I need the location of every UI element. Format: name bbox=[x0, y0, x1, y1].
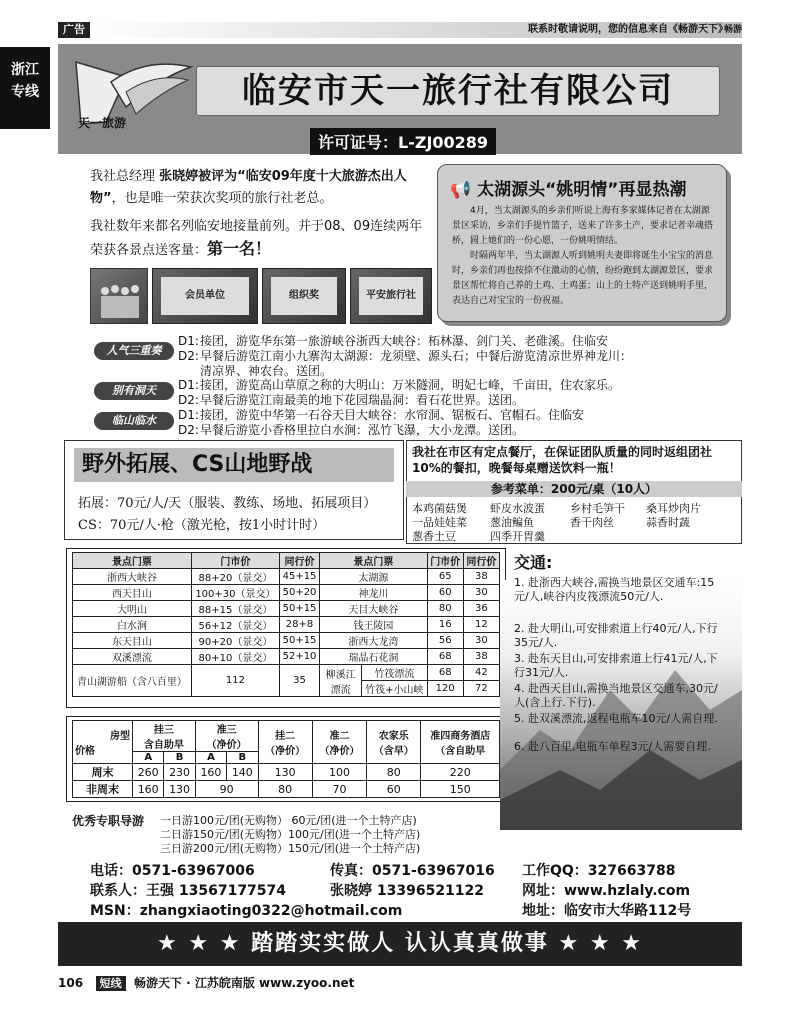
cell: 52+10 bbox=[279, 649, 319, 665]
cell: 65 bbox=[427, 569, 463, 585]
license-number: 许可证号：L-ZJ00289 bbox=[310, 128, 496, 155]
route-1-day-1 bbox=[178, 334, 608, 349]
col-sub: （净价） bbox=[265, 746, 306, 757]
col-header bbox=[421, 721, 500, 764]
restaurant-headline: 我社在市区有定点餐厅，在保证团队质量的同时返组团社10%的餐扣，晚餐每桌赠送饮料一瓶！ bbox=[412, 445, 713, 475]
route-3-day-1 bbox=[178, 408, 584, 423]
day-text: 早餐后游览江南小九寨沟太湖源：龙须壁、源头石；中餐后游览清凉世界神龙川： bbox=[200, 349, 633, 363]
outdoor-cs-price: CS：70元/人·枪（激光枪，按1小时计时） bbox=[78, 518, 326, 533]
sub-col: A bbox=[195, 752, 226, 764]
cell: 12 bbox=[463, 617, 499, 633]
route-badge-2: 别有洞天 bbox=[94, 382, 174, 400]
route-1-day-2-cont: 清凉界、神农台。送团。 bbox=[200, 364, 333, 378]
plaque-2-text: 组织奖 bbox=[271, 277, 337, 315]
table-row bbox=[73, 601, 500, 617]
cell: 140 bbox=[227, 764, 258, 781]
dish: 桑耳炒肉片 bbox=[646, 502, 701, 515]
news-paragraph-2: 时隔两年半，当太湖源人听到姚明夫妻即将诞生小宝宝的消息时，乡亲们再也按捺不住激动的心情，纷纷跑到太湖源景区，要求景区帮忙将自己养的土鸡、土鸡蛋；山上的土特产送到姚明手里，表达自己对宝宝的一份祝福。 bbox=[452, 251, 714, 306]
section-tab-line2: 专线 bbox=[11, 84, 39, 100]
corner-cell bbox=[73, 721, 133, 764]
cell: 56 bbox=[427, 633, 463, 649]
cell: 钱王陵园 bbox=[320, 617, 428, 633]
intro-p1-b: 被评为“临安09年度十大旅游杰出人物” bbox=[90, 169, 407, 206]
cell: 150 bbox=[421, 781, 500, 798]
team-photo-icon bbox=[91, 269, 149, 325]
cell: 42 bbox=[463, 665, 499, 681]
table-row bbox=[73, 665, 500, 681]
route-2-day-2 bbox=[178, 393, 524, 408]
cell: 竹筏+小山峡 bbox=[362, 681, 428, 697]
cell: 100 bbox=[312, 764, 366, 781]
cell: 88+15（景交） bbox=[191, 601, 279, 617]
cell: 38 bbox=[463, 649, 499, 665]
day-text: 早餐后游览江南最美的地下花园瑞晶洞：看石花世界。送团。 bbox=[200, 393, 525, 407]
news-body bbox=[452, 204, 716, 309]
table-row bbox=[73, 617, 500, 633]
guide-price: 二日游150元/团(无购物）100元/团(进一个土特产店) bbox=[160, 828, 421, 841]
cell: 100+30（景交） bbox=[191, 585, 279, 601]
day-label: D2: bbox=[178, 349, 199, 363]
cell: 16 bbox=[427, 617, 463, 633]
col-sub: （净价） bbox=[206, 740, 247, 751]
award-plaque-2 bbox=[262, 268, 346, 324]
route-2-day-1 bbox=[178, 378, 620, 393]
intro-paragraph-2 bbox=[90, 216, 430, 262]
route-badge-1: 人气三重奏 bbox=[94, 342, 174, 360]
source-note: 联系时敬请说明，您的信息来自《畅游天下》 bbox=[528, 24, 728, 35]
plaque-3-text: 平安旅行社 bbox=[359, 277, 423, 315]
dish: 蒜香时蔬 bbox=[646, 516, 690, 529]
guides-title: 优秀专职导游 bbox=[72, 814, 145, 828]
col-header: 景点门票 bbox=[320, 553, 428, 569]
col-header bbox=[133, 721, 196, 752]
col-name: 准二 bbox=[329, 731, 350, 742]
col-header: 同行价 bbox=[463, 553, 499, 569]
magazine-logo: 畅游 bbox=[723, 25, 742, 35]
col-header: 同行价 bbox=[279, 553, 319, 569]
slogan-banner: ★ ★ ★ 踏踏实实做人 认认真真做事 ★ ★ ★ bbox=[58, 922, 742, 966]
dish: 香干肉丝 bbox=[570, 516, 614, 529]
corner-bottom: 价格 bbox=[75, 746, 95, 757]
cell: 45+15 bbox=[279, 569, 319, 585]
intro-p1-a: 我社总经理 bbox=[90, 169, 160, 184]
dish: 乡村毛笋干 bbox=[570, 502, 625, 515]
day-label: D2: bbox=[178, 393, 199, 407]
cell: 50+20 bbox=[279, 585, 319, 601]
fax: 传真：0571-63967016 bbox=[330, 863, 495, 879]
contact-person-2: 张晓婷 13396521122 bbox=[330, 883, 485, 899]
website-link[interactable]: 网址：www.hzlaly.com bbox=[522, 883, 691, 899]
dish: 葱香土豆 bbox=[412, 530, 456, 543]
ticket-price-table bbox=[72, 552, 500, 697]
col-header: 景点门票 bbox=[73, 553, 192, 569]
footer bbox=[58, 974, 354, 991]
cell: 60 bbox=[367, 781, 421, 798]
intro-paragraph-1 bbox=[90, 166, 430, 210]
dish: 四季开胃羹 bbox=[490, 530, 545, 543]
cell: 青山湖游船（含八百里） bbox=[73, 665, 192, 697]
cell: 西天目山 bbox=[73, 585, 192, 601]
day-label: D1: bbox=[178, 334, 199, 348]
cell: 38 bbox=[463, 569, 499, 585]
day-label: D1: bbox=[178, 378, 199, 392]
col-header bbox=[367, 721, 421, 764]
guide-price: 一日游100元/团(无购物） 60元/团(进一个土特产店) bbox=[160, 814, 417, 827]
route-3-day-2 bbox=[178, 423, 524, 438]
cell: 160 bbox=[133, 781, 164, 798]
col-header: 门市价 bbox=[427, 553, 463, 569]
team-photo bbox=[90, 268, 148, 324]
cell: 浙西大龙湾 bbox=[320, 633, 428, 649]
transport-title: 交通: bbox=[514, 553, 553, 572]
footer-text: 畅游天下 · 江苏皖南版 www.zyoo.net bbox=[133, 976, 355, 990]
logo-text: 天一旅游 bbox=[78, 116, 127, 130]
day-text: 接团，游览中华第一石谷天目大峡谷：水帘洞、锯板石、官帽石。住临安 bbox=[200, 408, 585, 422]
cell: 68 bbox=[427, 649, 463, 665]
guide-price: 三日游200元/团(无购物）150元/团(进一个土特产店) bbox=[160, 842, 421, 855]
table-row bbox=[73, 633, 500, 649]
route-badge-3: 临山临水 bbox=[94, 412, 174, 430]
cell: 80+10（景交） bbox=[191, 649, 279, 665]
contact-person: 联系人：王强 13567177574 bbox=[90, 883, 287, 899]
dish: 葱油鳊鱼 bbox=[490, 516, 534, 529]
cell: 天目大峡谷 bbox=[320, 601, 428, 617]
col-name: 挂三 bbox=[153, 725, 174, 736]
msn-link[interactable]: MSN：zhangxiaoting0322@hotmail.com bbox=[90, 903, 403, 919]
col-sub: （含早） bbox=[373, 746, 414, 757]
col-name: 挂二 bbox=[275, 731, 296, 742]
day-text: 接团，游览华东第一旅游峡谷浙西大峡谷：柘林瀑、剑门关、老碓溪。住临安 bbox=[200, 334, 609, 348]
cell: 瑞晶石花洞 bbox=[320, 649, 428, 665]
cell: 80 bbox=[427, 601, 463, 617]
table-row bbox=[73, 569, 500, 585]
phone: 电话：0571-63967006 bbox=[90, 863, 255, 879]
cell: 60 bbox=[427, 585, 463, 601]
cell: 50+15 bbox=[279, 601, 319, 617]
cell: 大明山 bbox=[73, 601, 192, 617]
cell: 80 bbox=[367, 764, 421, 781]
intro-p1-c: ，也是唯一荣获次奖项的旅行社老总。 bbox=[111, 191, 333, 206]
cell: 130 bbox=[164, 781, 195, 798]
table-row bbox=[73, 764, 500, 781]
cell: 28+8 bbox=[279, 617, 319, 633]
row-label: 周末 bbox=[73, 764, 133, 781]
dish: 本鸡菌菇煲 bbox=[412, 502, 467, 515]
sub-col: B bbox=[227, 752, 258, 764]
section-tab-line1: 浙江 bbox=[11, 62, 39, 78]
cell: 70 bbox=[312, 781, 366, 798]
transport-item: 6. 赴八百里,电瓶车单程3元/人需要自理. bbox=[514, 740, 711, 753]
transport-item: 5. 赴双溪漂流,返程电瓶车10元/人需自理. bbox=[514, 712, 718, 725]
hotel-price-table bbox=[72, 720, 500, 798]
col-name: 农家乐 bbox=[378, 731, 409, 742]
cell: 56+12（景交） bbox=[191, 617, 279, 633]
row-label: 非周末 bbox=[73, 781, 133, 798]
sub-col: A bbox=[133, 752, 164, 764]
transport-item: 2. 赴大明山,可安排索道上行40元/人,下行35元/人. bbox=[514, 622, 718, 649]
cell: 90+20（景交） bbox=[191, 633, 279, 649]
day-text: 早餐后游览小香格里拉白水涧：泓竹飞瀑，大小龙潭。送团。 bbox=[200, 423, 525, 437]
intro-p2-b: 第一名！ bbox=[207, 239, 272, 258]
cell: 160 bbox=[195, 764, 226, 781]
outdoor-title: 野外拓展、CS山地野战 bbox=[74, 448, 394, 482]
cell: 72 bbox=[463, 681, 499, 697]
cell: 双溪漂流 bbox=[73, 649, 192, 665]
cell: 竹筏漂流 bbox=[362, 665, 428, 681]
cell: 260 bbox=[133, 764, 164, 781]
cell: 90 bbox=[195, 781, 258, 798]
col-name: 准三 bbox=[216, 725, 237, 736]
cell: 50+15 bbox=[279, 633, 319, 649]
table-row bbox=[73, 649, 500, 665]
cell: 30 bbox=[463, 633, 499, 649]
table-header-row bbox=[73, 553, 500, 569]
col-header: 门市价 bbox=[191, 553, 279, 569]
col-name: 准四商务酒店 bbox=[430, 731, 491, 742]
cell: 88+20（景交） bbox=[191, 569, 279, 585]
transport-item: 4. 赴西天目山,需换当地景区交通车,30元/人(含上行.下行). bbox=[514, 682, 718, 709]
dish: 一品娃娃菜 bbox=[412, 516, 467, 529]
cell: 220 bbox=[421, 764, 500, 781]
cell: 230 bbox=[164, 764, 195, 781]
cell: 神龙川 bbox=[320, 585, 428, 601]
col-sub: 含自助早 bbox=[143, 740, 184, 751]
manager-name: 张晓婷 bbox=[159, 169, 199, 184]
table-row bbox=[73, 585, 500, 601]
route-1-day-2 bbox=[178, 349, 632, 364]
section-tab bbox=[0, 47, 50, 129]
cell: 68 bbox=[427, 665, 463, 681]
outdoor-expansion-price: 拓展：70元/人/天（服装、教练、场地、拓展项目） bbox=[78, 496, 377, 511]
plaque-1-text: 会员单位 bbox=[161, 277, 249, 315]
intro-p2-a: 我社数年来都名列临安地接量前列。并于08、09连续两年荣获各景点送客量： bbox=[90, 219, 423, 258]
col-sub: （含自助早 bbox=[435, 746, 486, 757]
cell: 浙西大峡谷 bbox=[73, 569, 192, 585]
ad-tag: 广告 bbox=[58, 22, 90, 38]
award-plaque-1 bbox=[152, 268, 258, 324]
cell: 80 bbox=[258, 781, 312, 798]
col-header bbox=[312, 721, 366, 764]
cell: 白水涧 bbox=[73, 617, 192, 633]
cell: 太湖源 bbox=[320, 569, 428, 585]
award-plaque-3 bbox=[350, 268, 432, 324]
cell: 112 bbox=[191, 665, 279, 697]
day-label: D2: bbox=[178, 423, 199, 437]
footer-tag: 短线 bbox=[96, 976, 126, 991]
table-row bbox=[73, 781, 500, 798]
page-number: 106 bbox=[58, 976, 84, 990]
megaphone-icon: 📢 bbox=[450, 180, 472, 200]
news-paragraph-1: 4月，当太湖源头的乡亲们听说上海有多家媒体记者在太湖源景区采访，乡亲们手提竹篮子，送来了许多土产，要求记者幸魂搭桥，圆上她们的一份心愿，一份姚明情结。 bbox=[452, 206, 714, 246]
cell: 36 bbox=[463, 601, 499, 617]
day-text: 接团，游览高山草原之称的大明山：万米隧洞，明妃七峰，千亩田，住农家乐。 bbox=[200, 378, 621, 392]
cell: 柳溪江漂流 bbox=[320, 665, 362, 697]
news-title-text: 太湖源头“姚明情”再显热潮 bbox=[477, 180, 687, 200]
cell: 130 bbox=[258, 764, 312, 781]
corner-top: 房型 bbox=[110, 731, 130, 742]
address: 地址：临安市大华路112号 bbox=[522, 903, 692, 919]
cell: 35 bbox=[279, 665, 319, 697]
col-header bbox=[195, 721, 258, 752]
company-name: 临安市天一旅行社有限公司 bbox=[196, 66, 720, 116]
transport-item: 1. 赴浙西大峡谷,需换当地景区交通车:15元/人,峡谷内皮筏漂流50元/人. bbox=[514, 576, 715, 603]
cell: 东天目山 bbox=[73, 633, 192, 649]
table-header-row bbox=[73, 721, 500, 752]
transport-item: 3. 赴东天目山,可安排索道上行41元/人,下行31元/人. bbox=[514, 652, 718, 679]
news-title bbox=[450, 175, 686, 200]
qq: 工作QQ：327663788 bbox=[522, 863, 676, 879]
cell: 30 bbox=[463, 585, 499, 601]
col-sub: （净价） bbox=[319, 746, 360, 757]
day-label: D1: bbox=[178, 408, 199, 422]
col-header bbox=[258, 721, 312, 764]
dish: 虾皮水波蛋 bbox=[490, 502, 545, 515]
cell: 120 bbox=[427, 681, 463, 697]
menu-title: 参考菜单：200元/桌（10人） bbox=[406, 481, 742, 497]
sub-col: B bbox=[164, 752, 195, 764]
